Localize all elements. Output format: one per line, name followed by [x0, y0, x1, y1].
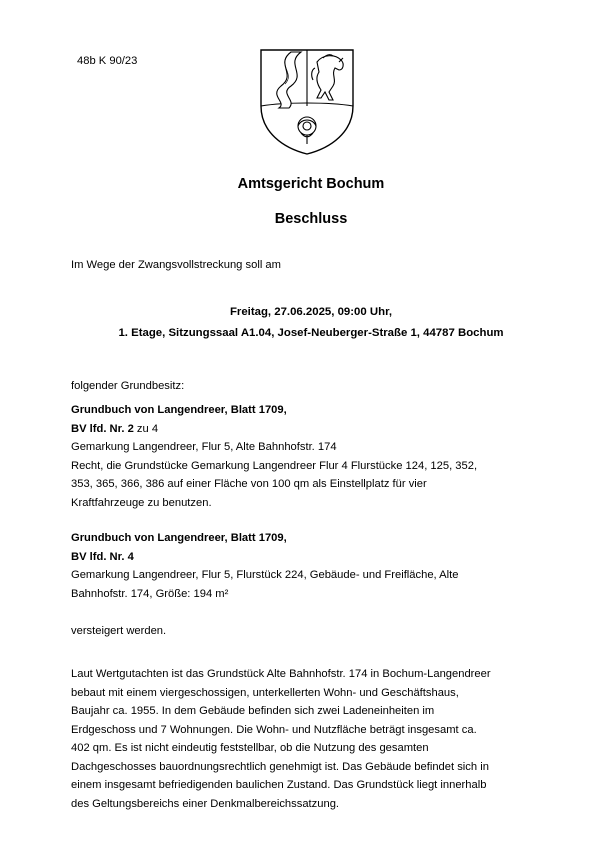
document-type: Beschluss — [274, 211, 348, 227]
property-entry — [71, 529, 531, 603]
assessment-line: bebaut mit einem viergeschossigen, unterkellerten Wohn- und Geschäftshaus, — [71, 686, 459, 699]
entry-bv-line — [71, 548, 531, 567]
entry-line: 353, 365, 366, 386 auf einer Fläche von 100 qm als Einstellplatz für vier — [71, 478, 427, 490]
outcome-text: versteigert werden. — [71, 625, 167, 637]
assessment-line: Dachgeschosses bauordnungsrechtlich genehmigt ist. Das Gebäude befindet sich in — [71, 760, 489, 773]
entry-line: Recht, die Grundstücke Gemarkung Langendreer Flur 4 Flurstücke 124, 125, 352, — [71, 459, 478, 472]
assessment-line: einem insgesamt befriedigenden baulichen Zustand. Das Grundstück liegt innerhalb — [71, 779, 487, 791]
nrw-coat-of-arms-icon — [257, 44, 357, 158]
property-entry — [71, 401, 531, 512]
entry-bv-line — [71, 420, 531, 439]
assessment-line: 402 qm. Es ist nicht eindeutig feststellbar, ob die Nutzung des gesamten — [71, 742, 429, 754]
appointment-date: Freitag, 27.06.2025, 09:00 Uhr, — [229, 306, 393, 318]
entry-heading: Grundbuch von Langendreer, Blatt 1709, — [71, 404, 287, 416]
entry-bv-suffix: zu 4 — [133, 422, 159, 435]
entry-line: Kraftfahrzeuge zu benutzen. — [71, 496, 212, 509]
assessment-line: Erdgeschoss und 7 Wohnungen. Die Wohn- und Nutzfläche beträgt insgesamt ca. — [71, 723, 477, 736]
assessment-line: des Geltungsbereichs einer Denkmalbereichssatzung. — [71, 797, 340, 810]
entry-line: Gemarkung Langendreer, Flur 5, Flurstück 224, Gebäude- und Freifläche, Alte — [71, 569, 459, 581]
court-name: Amtsgericht Bochum — [237, 176, 385, 192]
entry-heading: Grundbuch von Langendreer, Blatt 1709, — [71, 532, 287, 544]
entry-bv-number: BV lfd. Nr. 4 — [71, 550, 134, 563]
assessment-line: Baujahr ca. 1955. In dem Gebäude befinden sich zwei Ladeneinheiten im — [71, 705, 435, 717]
entry-line: Gemarkung Langendreer, Flur 5, Alte Bahnhofstr. 174 — [71, 441, 337, 453]
intro-text: Im Wege der Zwangsvollstreckung soll am — [71, 259, 281, 271]
file-number: 48b K 90/23 — [77, 55, 138, 67]
property-intro: folgender Grundbesitz: — [71, 380, 185, 392]
entry-line: Bahnhofstr. 174, Größe: 194 m² — [71, 587, 229, 600]
appointment-location: 1. Etage, Sitzungssaal A1.04, Josef-Neuberger-Straße 1, 44787 Bochum — [118, 327, 504, 339]
entry-bv-number: BV lfd. Nr. 2 — [71, 422, 134, 435]
assessment-line: Laut Wertgutachten ist das Grundstück Alte Bahnhofstr. 174 in Bochum-Langendreer — [71, 668, 491, 680]
assessment-paragraph — [71, 665, 531, 813]
